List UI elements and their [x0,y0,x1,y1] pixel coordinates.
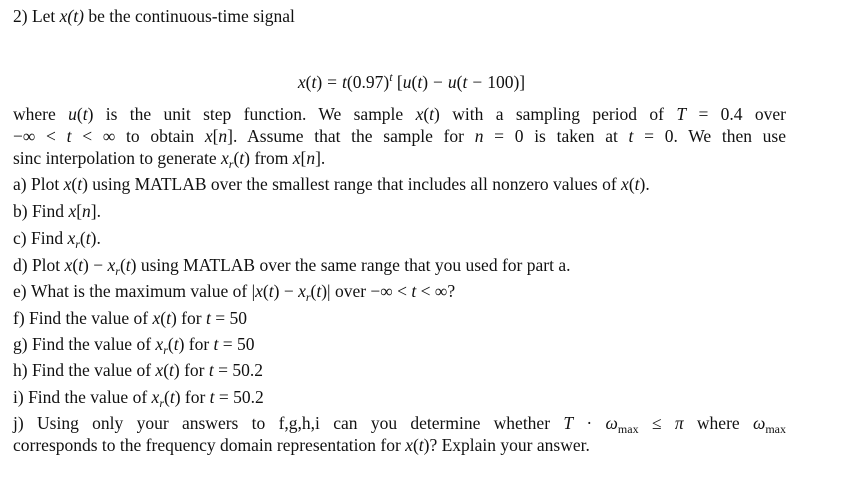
part-d: d) Plot $x(t) - x_r(t)$ using MATLAB over the same range that you used for part a. [13,255,571,278]
part-h: h) Find the value of x(t) for t = 50.2 [13,360,263,380]
part-j: j) Using only your answers to f,g,h,i can you determine whether $T \cdot \omega_{max} \le \pi$ where $\omega_{max}$ [13,413,787,436]
title-prefix: 2) Let [13,6,60,26]
part-c: c) Find $x_r(t)$. [13,228,101,251]
title-signal: x(t) [59,6,84,26]
part-a-label: a) [13,174,27,194]
part-b-label: b) [13,201,28,221]
part-c-label: c) [13,228,27,248]
part-f-label: f) [13,308,25,328]
title-suffix: be the continuous-time signal [83,6,295,26]
signal-equation: $x(t) = t(0.97)^t$ [u(t) − u(t − 100)] [297,70,526,92]
part-d-label: d) [13,255,28,275]
intro-line-2: −∞ < t < ∞ to obtain x[n]. Assume that the sample for n = 0 is taken at t = 0. We then use [13,126,787,146]
part-h-label: h) [13,360,28,380]
part-a: a) Plot x(t) using MATLAB over the smallest range that includes all nonzero values of x(t). [13,174,650,194]
part-j-continuation: corresponds to the frequency domain representation for x(t)? Explain your answer. [13,435,590,455]
part-e-label: e) [13,281,27,301]
part-b: b) Find x[n]. [13,201,101,221]
part-i: i) Find the value of $x_r(t)$ for t = 50.2 [13,387,264,410]
part-i-label: i) [13,387,24,407]
part-e: e) What is the maximum value of $|x(t) - x_r(t)|$ over −∞ < t < ∞? [13,281,456,304]
part-j-label: j) [13,413,24,433]
part-g-label: g) [13,334,28,354]
intro-line-1: where u(t) is the unit step function. We sample x(t) with a sampling period of T = 0.4 over [13,104,787,124]
intro-line-3: sinc interpolation to generate $x_r(t)$ from x[n]. [13,148,326,171]
part-g: g) Find the value of $x_r(t)$ for t = 50 [13,334,255,357]
problem-title [13,6,295,26]
part-f: f) Find the value of x(t) for t = 50 [13,308,247,328]
